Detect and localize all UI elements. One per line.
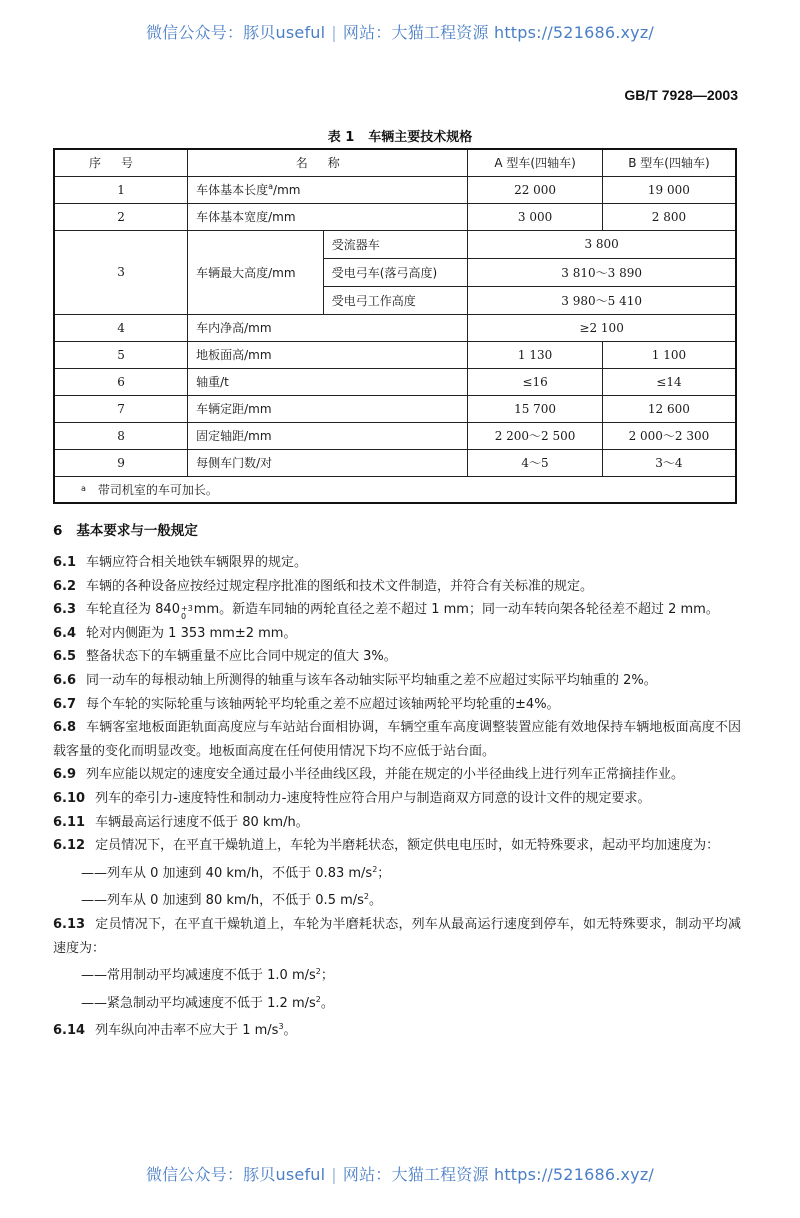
clause-6-14: 6.14 列车纵向冲击率不应大于 1 $m/s^3$。 <box>53 1022 297 1039</box>
cell-a: 4～5 <box>468 449 603 476</box>
cell-b: 3～4 <box>602 449 736 476</box>
cell-b: 19 000 <box>602 176 736 203</box>
clause-6-11: 6.11 车辆最高运行速度不低于 80 km/h。 <box>53 814 309 830</box>
table-row <box>54 395 736 422</box>
standard-code: GB/T 7928—2003 <box>624 87 738 103</box>
cell-name: 车辆定距/mm <box>188 395 468 422</box>
table-row <box>54 341 736 368</box>
cell-sub-label: 受电弓工作高度 <box>323 286 468 314</box>
cell-name: 每侧车门数/对 <box>188 449 468 476</box>
watermark-bottom <box>0 1162 800 1185</box>
cell-seq: 1 <box>54 176 188 203</box>
header-type-b: B 型车(四轴车) <box>602 149 736 176</box>
list-item: ——列车从 0 加速到 80 km/h，不低于 0.5 $m/s^2$。 <box>81 892 383 909</box>
table-header-row <box>54 149 736 176</box>
watermark-left: 微信公众号：豚贝useful <box>145 23 326 42</box>
cell-a: ≤16 <box>468 368 603 395</box>
cell-seq: 5 <box>54 341 188 368</box>
table-footnote <box>54 476 736 503</box>
cell-sub-label: 受流器车 <box>323 230 468 258</box>
cell-seq: 8 <box>54 422 188 449</box>
cell-a: 22 000 <box>468 176 603 203</box>
cell-sub-value: 3 810～3 890 <box>468 258 736 286</box>
cell-b: 2 000～2 300 <box>602 422 736 449</box>
clause-6-3: 6.3 车轮直径为 840 +3 0 mm。新造车同轴的两轮直径之差不超过 1 mm；同一动车转向架各轮径差不超过 2 mm。 <box>53 602 719 622</box>
clause-6-13: 6.13 定员情况下，在平直干燥轨道上，车轮为半磨耗状态，列车从最高运行速度到停车，如无特殊要求，制动平均减速度为： <box>53 916 741 956</box>
cell-b: 2 800 <box>602 203 736 230</box>
table-row <box>54 203 736 230</box>
clause-6-8: 6.8 车辆客室地板面距轨面高度应与车站站台面相协调，车辆空重车高度调整装置应能有效地保持车辆地板面高度不因载客量的变化而明显改变。地板面高度在任何使用情况下均不应低于站台面。 <box>53 720 741 759</box>
clauses-body <box>53 551 741 1043</box>
tolerance: +3 0 <box>180 604 193 622</box>
table-row <box>54 176 736 203</box>
cell-name: 车体基本宽度/mm <box>188 203 468 230</box>
table-row <box>54 449 736 476</box>
section-number: 6 <box>53 523 63 539</box>
cell-sub-label: 受电弓车(落弓高度) <box>323 258 468 286</box>
table-row <box>54 230 736 258</box>
table-footnote-row <box>54 476 736 503</box>
clause-6-4: 6.4 轮对内侧距为 1 353 mm±2 mm。 <box>53 625 297 641</box>
list-item: ——列车从 0 加速到 40 km/h，不低于 0.83 $m/s^2$； <box>81 864 391 881</box>
spec-table <box>53 148 737 504</box>
table-row <box>54 314 736 341</box>
clause-6-9: 6.9 列车应能以规定的速度安全通过最小半径曲线区段，并能在规定的小半径曲线上进行列车正常摘挂作业。 <box>53 767 685 783</box>
cell-a: 3 000 <box>468 203 603 230</box>
cell-b: 1 100 <box>602 341 736 368</box>
cell-a: 1 130 <box>468 341 603 368</box>
clause-6-12: 6.12 定员情况下，在平直干燥轨道上，车轮为半磨耗状态，额定供电电压时，如无特殊要求，起动平均加速度为： <box>53 838 720 854</box>
table-title-number: 表 1 <box>327 130 355 145</box>
section-heading <box>53 519 198 539</box>
cell-value-merged: ≥2 100 <box>468 314 736 341</box>
watermark-top <box>0 20 800 43</box>
cell-seq: 7 <box>54 395 188 422</box>
list-item: ——常用制动平均减速度不低于 1.0 $m/s^2$； <box>81 967 334 984</box>
cell-b: 12 600 <box>602 395 736 422</box>
cell-name: 轴重/t <box>188 368 468 395</box>
cell-name: 车辆最大高度/mm <box>188 230 324 314</box>
cell-sub-value: 3 980～5 410 <box>468 286 736 314</box>
cell-seq: 3 <box>54 230 188 314</box>
cell-a: 15 700 <box>468 395 603 422</box>
table-title-text: 车辆主要技术规格 <box>368 130 473 145</box>
header-name: 名称 <box>188 149 468 176</box>
table-title <box>0 126 800 145</box>
section-title: 基本要求与一般规定 <box>76 523 198 539</box>
clause-6-5: 6.5 整备状态下的车辆重量不应比合同中规定的值大 3%。 <box>53 649 397 665</box>
cell-seq: 9 <box>54 449 188 476</box>
watermark-separator: | <box>331 23 337 42</box>
table-row <box>54 368 736 395</box>
cell-seq: 4 <box>54 314 188 341</box>
table-row <box>54 422 736 449</box>
clause-6-10: 6.10 列车的牵引力-速度特性和制动力-速度特性应符合用户与制造商双方同意的设计文件的规定要求。 <box>53 790 651 806</box>
watermark-left: 微信公众号：豚贝useful <box>145 1165 326 1184</box>
watermark-separator: | <box>331 1165 337 1184</box>
cell-a: 2 200～2 500 <box>468 422 603 449</box>
list-item: ——紧急制动平均减速度不低于 1.2 $m/s^2$。 <box>81 994 334 1011</box>
clause-6-1: 6.1 车辆应符合相关地铁车辆限界的规定。 <box>53 555 308 570</box>
footnote-text: 带司机室的车可加长。 <box>97 482 218 497</box>
cell-b: ≤14 <box>602 368 736 395</box>
cell-seq: 6 <box>54 368 188 395</box>
header-type-a: A 型车(四轴车) <box>468 149 603 176</box>
watermark-right: 网站：大猫工程资源 https://521686.xyz/ <box>342 23 655 42</box>
cell-name: 车体基本长度$^a$/mm <box>188 176 468 203</box>
watermark-right: 网站：大猫工程资源 https://521686.xyz/ <box>342 1165 655 1184</box>
header-seq: 序号 <box>54 149 188 176</box>
cell-seq: 2 <box>54 203 188 230</box>
cell-name: 固定轴距/mm <box>188 422 468 449</box>
footnote-mark: a <box>81 483 86 493</box>
cell-name: 地板面高/mm <box>188 341 468 368</box>
cell-name: 车内净高/mm <box>188 314 468 341</box>
cell-sub-value: 3 800 <box>468 230 736 258</box>
clause-6-7: 6.7 每个车轮的实际轮重与该轴两轮平均轮重之差不应超过该轴两轮平均轮重的±4%。 <box>53 696 560 712</box>
clause-6-6: 6.6 同一动车的每根动轴上所测得的轴重与该车各动轴实际平均轴重之差不应超过实际平均轴重的 2%。 <box>53 672 657 688</box>
clause-6-2: 6.2 车辆的各种设备应按经过规定程序批准的图纸和技术文件制造，并符合有关标准的规定。 <box>53 578 594 594</box>
